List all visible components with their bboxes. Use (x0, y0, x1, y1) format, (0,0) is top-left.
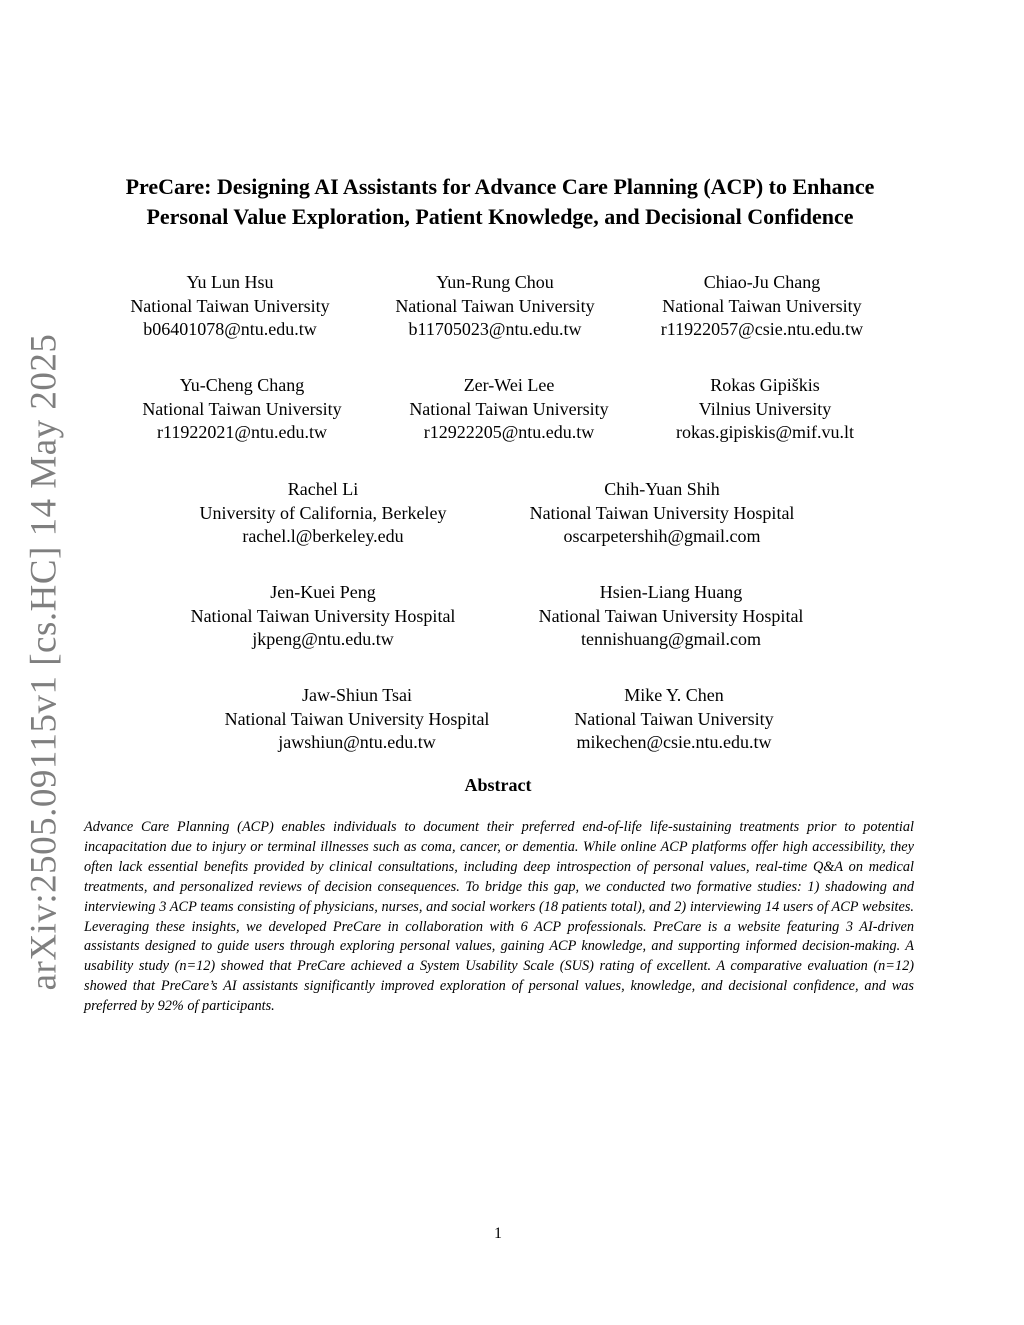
author-name: Rokas Gipiškis (710, 375, 820, 395)
author-affiliation: National Taiwan University Hospital (538, 605, 804, 626)
author-email: rachel.l@berkeley.edu (242, 526, 404, 546)
author-affiliation: National Taiwan University (395, 295, 595, 316)
paper-title-line-1: PreCare: Designing AI Assistants for Advance Care Planning (ACP) to Enhance (125, 174, 875, 199)
author-email: b06401078@ntu.edu.tw (143, 319, 317, 339)
author-name: Yu Lun Hsu (186, 272, 274, 292)
author-email: jkpeng@ntu.edu.tw (252, 629, 394, 649)
paper-title (60, 172, 940, 232)
page-number: 1 (494, 1225, 502, 1242)
author-name: Hsien-Liang Huang (599, 582, 743, 602)
author-block (539, 581, 804, 652)
abstract-heading: Abstract (464, 775, 532, 795)
author-block (676, 374, 854, 445)
author-name: Jen-Kuei Peng (270, 582, 376, 602)
author-block (661, 271, 863, 342)
author-block (574, 684, 773, 755)
author-email: rokas.gipiskis@mif.vu.lt (675, 422, 855, 442)
author-name: Jaw-Shiun Tsai (302, 685, 412, 705)
author-affiliation: National Taiwan University (662, 295, 862, 316)
author-block (142, 374, 341, 445)
author-name: Mike Y. Chen (624, 685, 724, 705)
author-name: Chih-Yuan Shih (604, 479, 720, 499)
author-email: jawshiun@ntu.edu.tw (278, 732, 436, 752)
author-block (200, 478, 447, 549)
author-affiliation: National Taiwan University Hospital (224, 708, 490, 729)
author-affiliation: National Taiwan University Hospital (529, 502, 795, 523)
author-block (225, 684, 490, 755)
author-email: oscarpetershih@gmail.com (563, 526, 761, 546)
author-block (191, 581, 456, 652)
author-email: r11922057@csie.ntu.edu.tw (660, 319, 864, 339)
author-affiliation: National Taiwan University (142, 398, 342, 419)
author-affiliation: National Taiwan University Hospital (190, 605, 456, 626)
author-email: b11705023@ntu.edu.tw (408, 319, 582, 339)
author-name: Yun-Rung Chou (436, 272, 554, 292)
author-affiliation: Vilnius University (698, 398, 832, 419)
author-affiliation: National Taiwan University (409, 398, 609, 419)
author-affiliation: University of California, Berkeley (199, 502, 447, 523)
author-block (530, 478, 795, 549)
author-name: Yu-Cheng Chang (179, 375, 305, 395)
author-name: Chiao-Ju Chang (703, 272, 821, 292)
author-email: mikechen@csie.ntu.edu.tw (576, 732, 772, 752)
paper-title-line-2: Personal Value Exploration, Patient Knowledge, and Decisional Confidence (146, 204, 854, 229)
author-email: r12922205@ntu.edu.tw (423, 422, 595, 442)
author-affiliation: National Taiwan University (130, 295, 330, 316)
author-name: Zer-Wei Lee (463, 375, 555, 395)
author-affiliation: National Taiwan University (574, 708, 774, 729)
author-name: Rachel Li (287, 479, 359, 499)
abstract-body: Advance Care Planning (ACP) enables individuals to document their preferred end-of-life life-sustaining treatments prior to potential incapacitation due to injury or terminal illnesses such as coma, cancer, or dementia. While online ACP platforms offer high accessibility, they often lack essential benefits provided by clinical consultations, including deep introspection of personal values, real-time Q&A on medical treatments, and personalized reviews of decision consequences. To bridge this gap, we conducted two formative studies: 1) shadowing and interviewing 3 ACP teams consisting of physicians, nurses, and social workers (18 patients total), and 2) interviewing 14 users of ACP websites. Leveraging these insights, we developed PreCare in collaboration with 6 ACP professionals. PreCare is a website featuring 3 AI-driven assistants designed to guide users through exploring personal values, gaining ACP knowledge, and supporting informed decision-making. A usability study (n=12) showed that PreCare achieved a System Usability Scale (SUS) rating of excellent. A comparative evaluation (n=12) showed that PreCare’s AI assistants significantly improved exploration of personal values, knowledge, and decisional confidence, and was preferred by 92% of participants. (84, 819, 914, 1015)
author-block (409, 374, 608, 445)
author-block (130, 271, 329, 342)
author-block (395, 271, 594, 342)
arxiv-identifier-stamp: arXiv:2505.09115v1 [cs.HC] 14 May 2025 (23, 333, 65, 991)
author-email: tennishuang@gmail.com (580, 629, 762, 649)
author-email: r11922021@ntu.edu.tw (157, 422, 327, 442)
